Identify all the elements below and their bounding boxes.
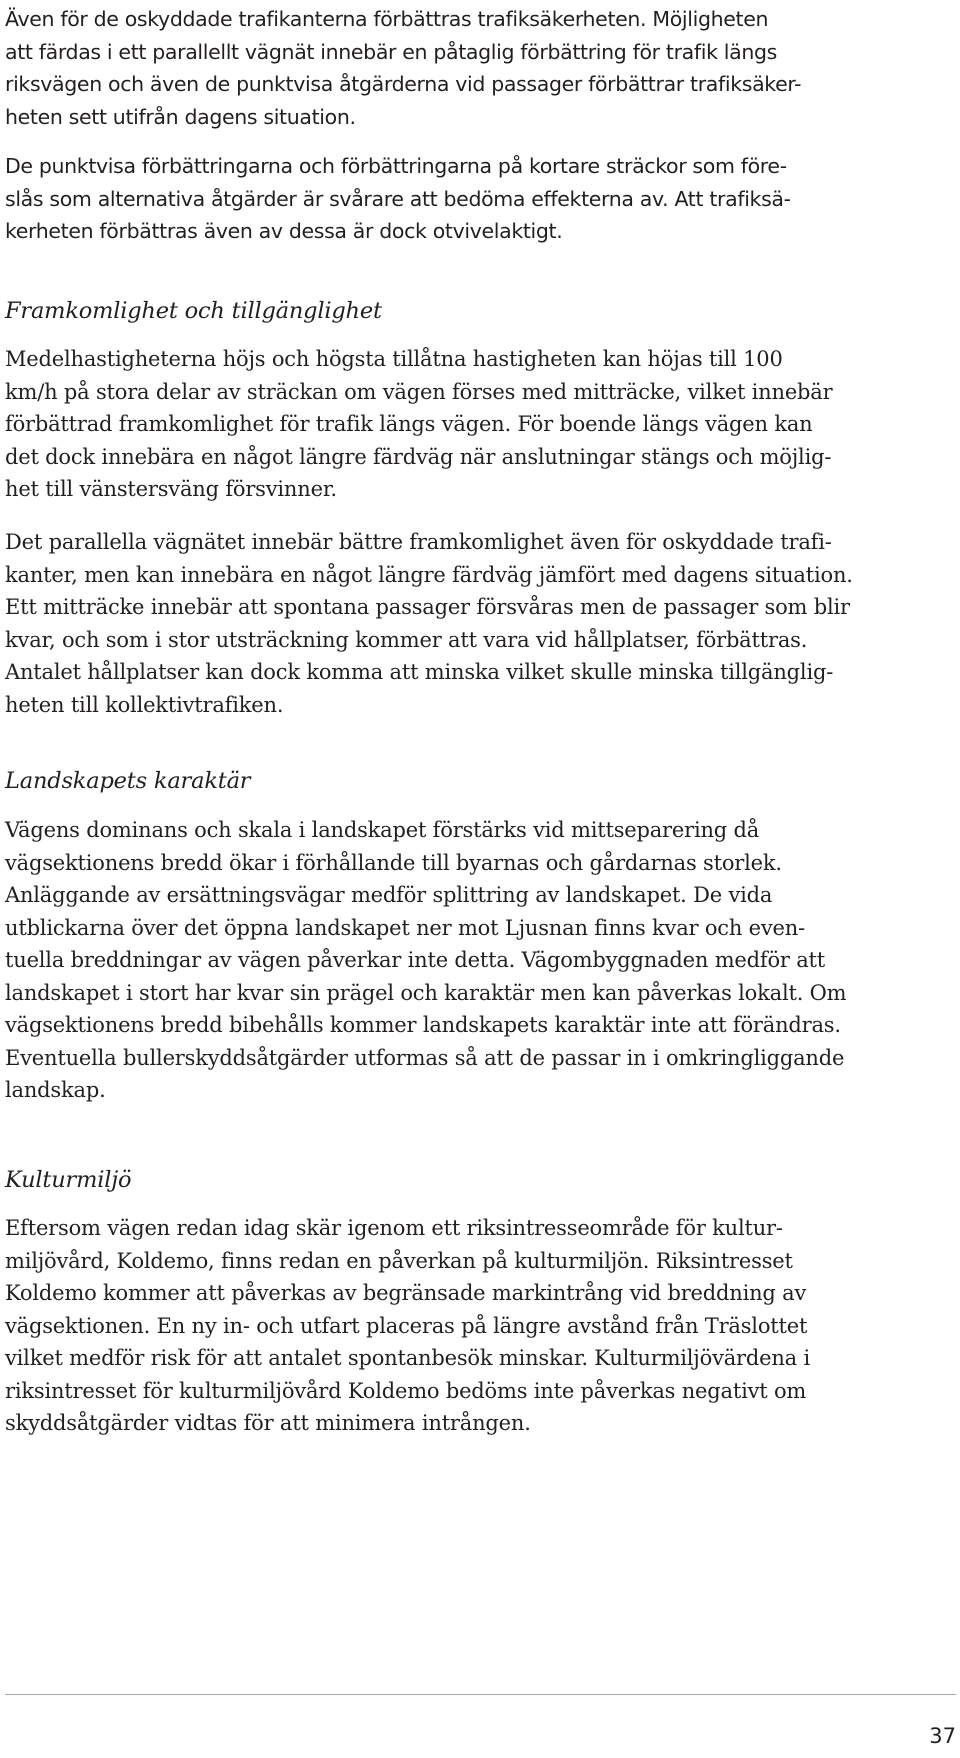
- heading-landskapets-karaktar: Landskapets karaktär: [5, 768, 251, 794]
- heading-kulturmiljo: Kulturmiljö: [5, 1167, 132, 1193]
- footer-divider: [5, 1694, 956, 1695]
- paragraph-riksintresse-koldemo: Eftersom vägen redan idag skär igenom ett riksintresseområde för kultur- miljövård, Koldemo, finns redan en påverkan på kulturmiljön. Riksintresset Koldemo kommer att påverkas av begränsade markintrång vid breddning av vägsektionen. En ny in- och utfart placeras på längre avstånd från Träslottet vilket medför risk för att antalet spontanbesök minskar. Kulturmiljövärdena i riksintresset för kulturmiljövård Koldemo bedöms inte påverkas negativt om skyddsåtgärder vidtas för att minimera intrången.: [5, 1216, 810, 1435]
- paragraph-trafiksakerhet-oskyddade: Även för de oskyddade trafikanterna förbättras trafiksäkerheten. Möjligheten att färdas i ett parallellt vägnät innebär en påtaglig förbättring för trafik längs riksvägen och även de punktvisa åtgärderna vid passager förbättrar trafiksäker- heten sett utifrån dagens situation.: [5, 7, 802, 129]
- paragraph-parallella-vagnatet: Det parallella vägnätet innebär bättre framkomlighet även för oskyddade trafi- kanter, men kan innebära en något längre färdväg jämfört med dagens situation. Ett mitträcke innebär att spontana passager försvåras men de passager som blir kvar, och som i stor utsträckning kommer att vara vid hållplatser, förbättras. Antalet hållplatser kan dock komma att minska vilket skulle minska tillgänglig- heten till kollektivtrafiken.: [5, 530, 853, 717]
- paragraph-punktvisa-forbattringar: De punktvisa förbättringarna och förbättringarna på kortare sträckor som före- slås som alternativa åtgärder är svårare att bedöma effekterna av. Att trafiksä- kerheten förbättras även av dessa är dock otvivelaktigt.: [5, 154, 791, 243]
- page-number: 37: [929, 1724, 956, 1748]
- heading-framkomlighet: Framkomlighet och tillgänglighet: [5, 298, 382, 324]
- paragraph-vagens-dominans: Vägens dominans och skala i landskapet förstärks vid mittseparering då vägsektionens bredd ökar i förhållande till byarnas och gårdarnas storlek. Anläggande av ersättningsvägar medför splittring av landskapet. De vida utblickarna över det öppna landskapet ner mot Ljusnan finns kvar och even- tuella breddningar av vägen påverkar inte detta. Vägombyggnaden medför att landskapet i stort har kvar sin prägel och karaktär men kan påverkas lokalt. Om vägsektionens bredd bibehålls kommer landskapets karaktär inte att förändras. Eventuella bullerskyddsåtgärder utformas så att de passar in i omkringliggande landskap.: [5, 818, 847, 1102]
- paragraph-medelhastigheter: Medelhastigheterna höjs och högsta tillåtna hastigheten kan höjas till 100 km/h på stora delar av sträckan om vägen förses med mitträcke, vilket innebär förbättrad framkomlighet för trafik längs vägen. För boende längs vägen kan det dock innebära en något längre färdväg när anslutningar stängs och möjlig- het till vänstersväng försvinner.: [5, 347, 833, 501]
